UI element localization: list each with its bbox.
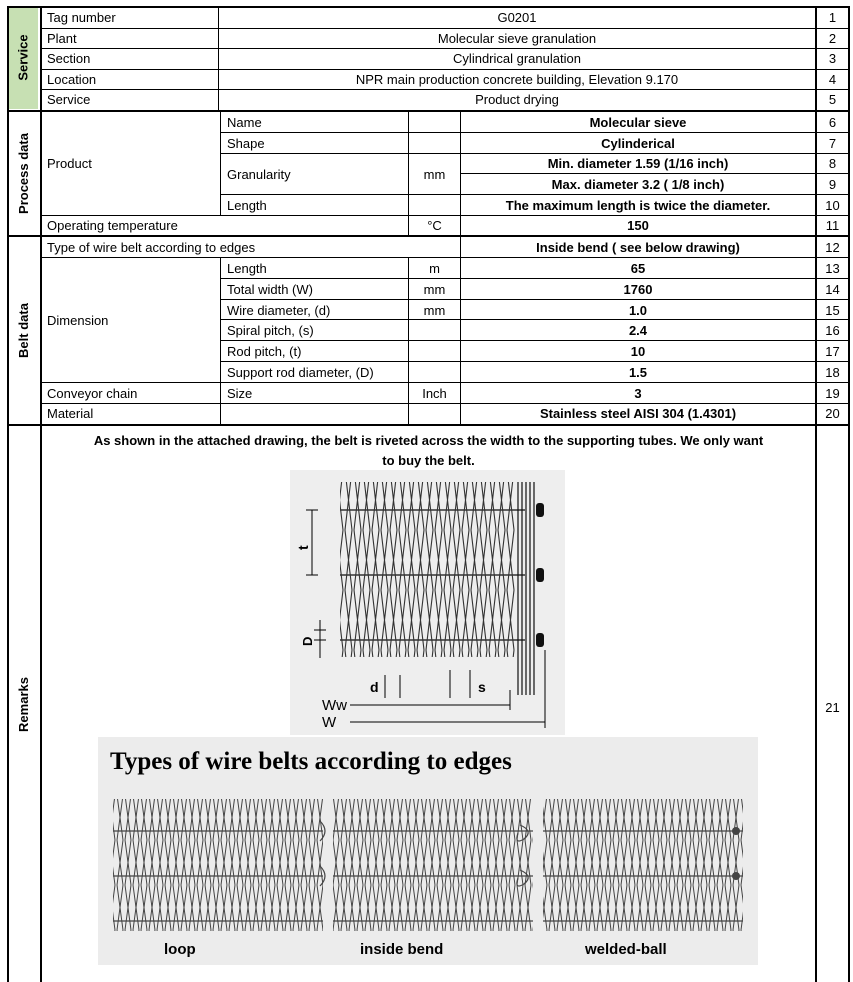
row-number: 12 bbox=[825, 240, 840, 255]
section-service: Service bbox=[8, 6, 38, 109]
belt-length-unit: m bbox=[429, 261, 440, 276]
remarks-line-1: As shown in the attached drawing, the belt is riveted across the width to the supporting tubes. We only want bbox=[93, 433, 764, 448]
section-process-data: Process data bbox=[15, 132, 31, 214]
label-loop: loop bbox=[164, 941, 196, 958]
length-label: Length bbox=[227, 198, 267, 213]
row-number: 18 bbox=[825, 365, 840, 380]
belt-drawing bbox=[290, 470, 565, 735]
label-t: t bbox=[295, 545, 311, 550]
shape-value: Cylinderical bbox=[601, 136, 675, 151]
row-number: 11 bbox=[825, 218, 840, 233]
belt-types-figure bbox=[98, 737, 758, 965]
operating-temperature-label: Operating temperature bbox=[47, 218, 178, 233]
rod-pitch-label: Rod pitch, (t) bbox=[227, 344, 302, 359]
rod-pitch-value: 10 bbox=[630, 344, 646, 359]
max-diameter-value: Max. diameter 3.2 ( 1/8 inch) bbox=[551, 177, 725, 192]
row-number: 13 bbox=[825, 261, 840, 276]
total-width-unit: mm bbox=[423, 282, 446, 297]
row-number: 6 bbox=[828, 115, 837, 130]
conveyor-size-value: 3 bbox=[634, 386, 642, 401]
product-label: Product bbox=[47, 156, 92, 171]
label-welded-ball: welded-ball bbox=[585, 941, 667, 958]
temperature-unit: °C bbox=[427, 218, 442, 233]
plant-value: Molecular sieve granulation bbox=[437, 31, 597, 46]
row-number: 9 bbox=[828, 177, 837, 192]
min-diameter-value: Min. diameter 1.59 (1/16 inch) bbox=[547, 156, 729, 171]
label-W: W bbox=[322, 714, 337, 731]
row-number: 3 bbox=[828, 51, 837, 66]
wire-diameter-unit: mm bbox=[423, 303, 446, 318]
total-width-value: 1760 bbox=[623, 282, 653, 297]
material-label: Material bbox=[47, 406, 94, 421]
name-label: Name bbox=[227, 115, 262, 130]
service-label: Service bbox=[47, 92, 91, 107]
length-value: The maximum length is twice the diameter. bbox=[505, 198, 771, 213]
name-value: Molecular sieve bbox=[589, 115, 687, 130]
support-rod-diameter-value: 1.5 bbox=[628, 365, 648, 380]
label-Ww: Ww bbox=[322, 697, 347, 714]
row-number: 15 bbox=[825, 303, 840, 318]
location-label: Location bbox=[47, 72, 97, 87]
belt-types-title: Types of wire belts according to edges bbox=[110, 748, 512, 775]
spiral-pitch-label: Spiral pitch, (s) bbox=[227, 323, 314, 338]
dimension-label: Dimension bbox=[47, 313, 109, 328]
row-number: 10 bbox=[825, 198, 840, 213]
row-number: 8 bbox=[828, 156, 837, 171]
wire-diameter-value: 1.0 bbox=[628, 303, 648, 318]
row-number: 2 bbox=[828, 31, 837, 46]
row-number: 1 bbox=[828, 10, 837, 25]
row-number: 5 bbox=[828, 92, 837, 107]
row-number: 14 bbox=[825, 282, 840, 297]
material-value: Stainless steel AISI 304 (1.4301) bbox=[539, 406, 737, 421]
belt-length-value: 65 bbox=[630, 261, 646, 276]
row-number: 19 bbox=[825, 386, 840, 401]
belt-type-label: Type of wire belt according to edges bbox=[47, 240, 256, 255]
support-rod-diameter-label: Support rod diameter, (D) bbox=[227, 365, 374, 380]
granularity-unit: mm bbox=[423, 167, 446, 182]
section-remarks: Remarks bbox=[15, 677, 31, 732]
plant-label: Plant bbox=[47, 31, 77, 46]
remarks-line-2: to buy the belt. bbox=[382, 453, 475, 468]
section-belt-data: Belt data bbox=[15, 303, 31, 358]
label-inside-bend: inside bend bbox=[360, 941, 444, 958]
row-number: 4 bbox=[828, 72, 837, 87]
shape-label: Shape bbox=[227, 136, 265, 151]
total-width-label: Total width (W) bbox=[227, 282, 313, 297]
location-value: NPR main production concrete building, Elevation 9.170 bbox=[355, 72, 679, 87]
row-number: 16 bbox=[825, 323, 840, 338]
tag-number-value: G0201 bbox=[497, 10, 537, 25]
spiral-pitch-value: 2.4 bbox=[628, 323, 648, 338]
section-label: Section bbox=[47, 51, 91, 66]
label-D: D bbox=[300, 636, 315, 646]
row-number: 20 bbox=[825, 406, 840, 421]
conveyor-size-label: Size bbox=[227, 386, 253, 401]
wire-diameter-label: Wire diameter, (d) bbox=[227, 303, 331, 318]
conveyor-chain-label: Conveyor chain bbox=[47, 386, 138, 401]
belt-length-label: Length bbox=[227, 261, 267, 276]
temperature-value: 150 bbox=[627, 218, 649, 233]
row-number: 21 bbox=[825, 700, 840, 715]
tag-number-label: Tag number bbox=[47, 10, 116, 25]
conveyor-size-unit: Inch bbox=[422, 386, 447, 401]
service-value: Product drying bbox=[475, 92, 559, 107]
granularity-label: Granularity bbox=[227, 167, 291, 182]
row-number: 7 bbox=[828, 136, 837, 151]
section-value: Cylindrical granulation bbox=[453, 51, 581, 66]
label-s: s bbox=[478, 679, 486, 695]
row-number: 17 bbox=[825, 344, 840, 359]
label-d: d bbox=[370, 679, 379, 695]
belt-type-value: Inside bend ( see below drawing) bbox=[536, 240, 740, 255]
